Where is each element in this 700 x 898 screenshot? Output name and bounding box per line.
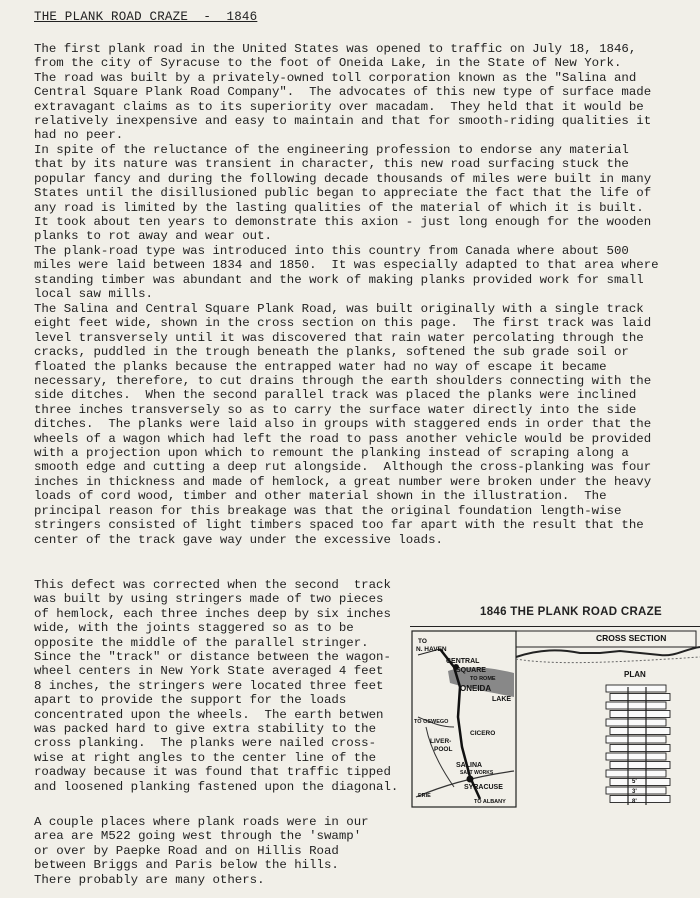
plan-label: PLAN [624, 670, 646, 679]
text-line: standing timber was abundant and the work of making planks provided work for small [34, 272, 644, 287]
map-label-syracuse: SYRACUSE [464, 784, 503, 791]
map-label-erie: ERIE [418, 793, 431, 799]
plank [610, 711, 670, 718]
text-line: eight feet wide, shown in the cross section on this page. The first track was laid [34, 316, 652, 331]
plank [606, 702, 666, 709]
text-line: was packed hard to give extra stability to the [34, 722, 377, 737]
plank [610, 762, 670, 769]
map-label-cicero: CICERO [470, 730, 496, 737]
paragraph-reluctance [34, 143, 684, 244]
map-label-pool: POOL [434, 746, 453, 753]
map-label-to-rome: TO ROME [470, 676, 496, 682]
plank [610, 728, 670, 735]
text-line: The Salina and Central Square Plank Road, was built originally with a single track [34, 302, 644, 316]
map-label-lake: LAKE [492, 696, 512, 703]
text-line: The plank-road type was introduced into this country from Canada where about 500 [34, 244, 629, 258]
text-line: level transversely until it was discovered that rain water percolating through the [34, 330, 644, 345]
text-line: wide, with the joints staggered so as to be [34, 621, 354, 636]
text-line: smooth edge and cutting a deep rut alongside. Although the cross-planking was four [34, 460, 652, 475]
text-line: 8 inches, the stringers were located three feet [34, 678, 384, 693]
text-line: A couple places where plank roads were in our [34, 815, 369, 829]
dimension-label-3ft: 3' [632, 789, 637, 795]
text-line: side ditches. When the second parallel track was placed the planks were inclined [34, 388, 637, 403]
text-line: In spite of the reluctance of the engineering profession to endorse any material [34, 143, 629, 157]
plank [610, 745, 670, 752]
text-line: roadway because it was found that traffic tipped [34, 765, 391, 780]
text-line: There probably are many others. [34, 872, 265, 887]
cross-section-ground [516, 657, 700, 663]
text-line: with a projection upon which to remount the planking instead of scraping along a [34, 446, 629, 461]
text-line: and loosened planking fastened upon the diagonal. [34, 779, 399, 794]
paragraph-intro [34, 42, 684, 143]
text-line: wheel centers in New York State averaged 4 feet [34, 664, 384, 679]
map-label-to: TO [418, 638, 427, 645]
figure-title: 1846 THE PLANK ROAD CRAZE [480, 606, 662, 618]
plank [610, 694, 670, 701]
text-line: concentrated upon the wheels. The earth betwe⁣n [34, 707, 384, 722]
text-line: loads of cord wood, timber and other material shown in the illustration. The [34, 489, 607, 504]
text-line: wheels of a wagon which had left the road to pass another vehicle would be provided [34, 431, 652, 446]
map-label-oneida: ONEIDA [460, 684, 492, 693]
plank [606, 685, 666, 692]
syracuse-dot [467, 776, 474, 783]
text-line: opposite the middle of the parallel stringer. [34, 635, 369, 650]
text-line: or over by Paepke Road and on Hillis Road [34, 843, 339, 858]
text-line: from the city of Syracuse to the foot of Oneida Lake, in the State of New York. [34, 56, 622, 71]
plank [606, 753, 666, 760]
text-line: had no peer. [34, 128, 124, 143]
text-line: local saw mills. [34, 287, 153, 302]
text-line: necessary, therefore, to cut drains through the earth shoulders connecting with the [34, 374, 652, 389]
plank [606, 770, 666, 777]
map-label-to-oswego: TO OSWEGO [414, 719, 449, 725]
plan-planking [606, 685, 670, 803]
text-line: any road is limited by the lasting qualities of the material of which it is built. [34, 200, 644, 215]
text-line: was built by using stringers made of two pieces [34, 592, 384, 607]
figure-frame [410, 626, 700, 809]
text-line: principal reason for this breakage was that the original foundation length-wise [34, 503, 622, 518]
cross-section-profile [516, 647, 700, 657]
river-line [426, 727, 454, 787]
text-line: relatively inexpensive and easy to maintain and that for smooth-riding qualities it [34, 114, 652, 129]
plank [610, 779, 670, 786]
map-label-central: CENTRAL [446, 658, 480, 665]
plank-road-illustration [410, 606, 700, 808]
text-line: Since the "track" or distance between the wagon- [34, 650, 391, 665]
text-line: stringers consisted of light timbers spaced too far apart with the result that the [34, 518, 644, 533]
map-label-salt-works: SALT WORKS [460, 770, 494, 776]
text-line: This defect was corrected when the second track [34, 578, 391, 592]
text-line: It took about ten years to demonstrate this axion - just long enough for the wooden [34, 215, 652, 230]
plank [606, 736, 666, 743]
figure-drawing [410, 627, 700, 809]
text-line: miles were laid between 1834 and 1850. It was especially adapted to that area where [34, 258, 659, 273]
paragraph-local-roads [34, 815, 414, 887]
paragraph-salina-road [34, 302, 684, 547]
text-line: center of the track gave way under the excessive loads. [34, 532, 443, 547]
text-line: popular fancy and during the following decade thousands of miles were built in many [34, 171, 652, 186]
plank [610, 796, 670, 803]
paragraph-canada [34, 244, 684, 302]
cross-section-label: CROSS SECTION [596, 633, 667, 643]
map-label-liver: LIVER- [430, 738, 452, 745]
text-line: cross planking. The planks were nailed cross- [34, 736, 377, 751]
paragraph-defect-corrected [34, 578, 414, 794]
text-line: extravagant claims as to its superiority over macadam. They held that it would be [34, 99, 644, 114]
plank [606, 719, 666, 726]
text-line: The first plank road in the United States was opened to traffic on July 18, 1846, [34, 42, 637, 56]
text-line: ditches. The planks were laid also in groups with staggered ends in order that the [34, 417, 652, 432]
text-line: between Briggs and Paris below the hills. [34, 858, 339, 873]
text-line: area are M522 going west through the 'swamp' [34, 829, 362, 844]
map-label-square: SQUARE [456, 667, 486, 674]
text-line: three inches transversely so as to carry the surface water directly into the side [34, 402, 637, 417]
text-line: cracks, puddled in the trough beneath the planks, softened the sub grade soil or [34, 345, 629, 360]
map-label-n-haven: N. HAVEN [416, 646, 447, 653]
text-line: planks to rot away and wear out. [34, 229, 272, 244]
text-line: States until the disillusioned public began to appreciate the fact that the life of [34, 186, 652, 201]
text-line: floated the planks because the entrapped water had no way of escape it became [34, 359, 607, 374]
map-label-to-albany: TO ALBANY [474, 799, 506, 805]
map-label-salina: SALINA [456, 762, 483, 769]
text-line: wise at right angles to the center line of the [34, 750, 377, 765]
text-line: apart to provide the support for the loads [34, 693, 347, 708]
text-line: Central Square Plank Road Company". The advocates of this new type of surface made [34, 85, 652, 100]
text-line: of hemlock, each three inches deep by six inches [34, 606, 391, 621]
text-line: that by its nature was transient in character, this new road surfacing stuck the [34, 157, 629, 172]
text-line: The road was built by a privately-owned toll corporation known as the "Salina and [34, 70, 637, 85]
dimension-label-5ft: 5' [632, 779, 637, 785]
dimension-label-8ft: 8' [632, 799, 637, 805]
text-line: inches in thickness and made of hemlock, a great number were broken under the heavy [34, 474, 652, 489]
page-title: THE PLANK ROAD CRAZE - 1846 [34, 10, 258, 24]
